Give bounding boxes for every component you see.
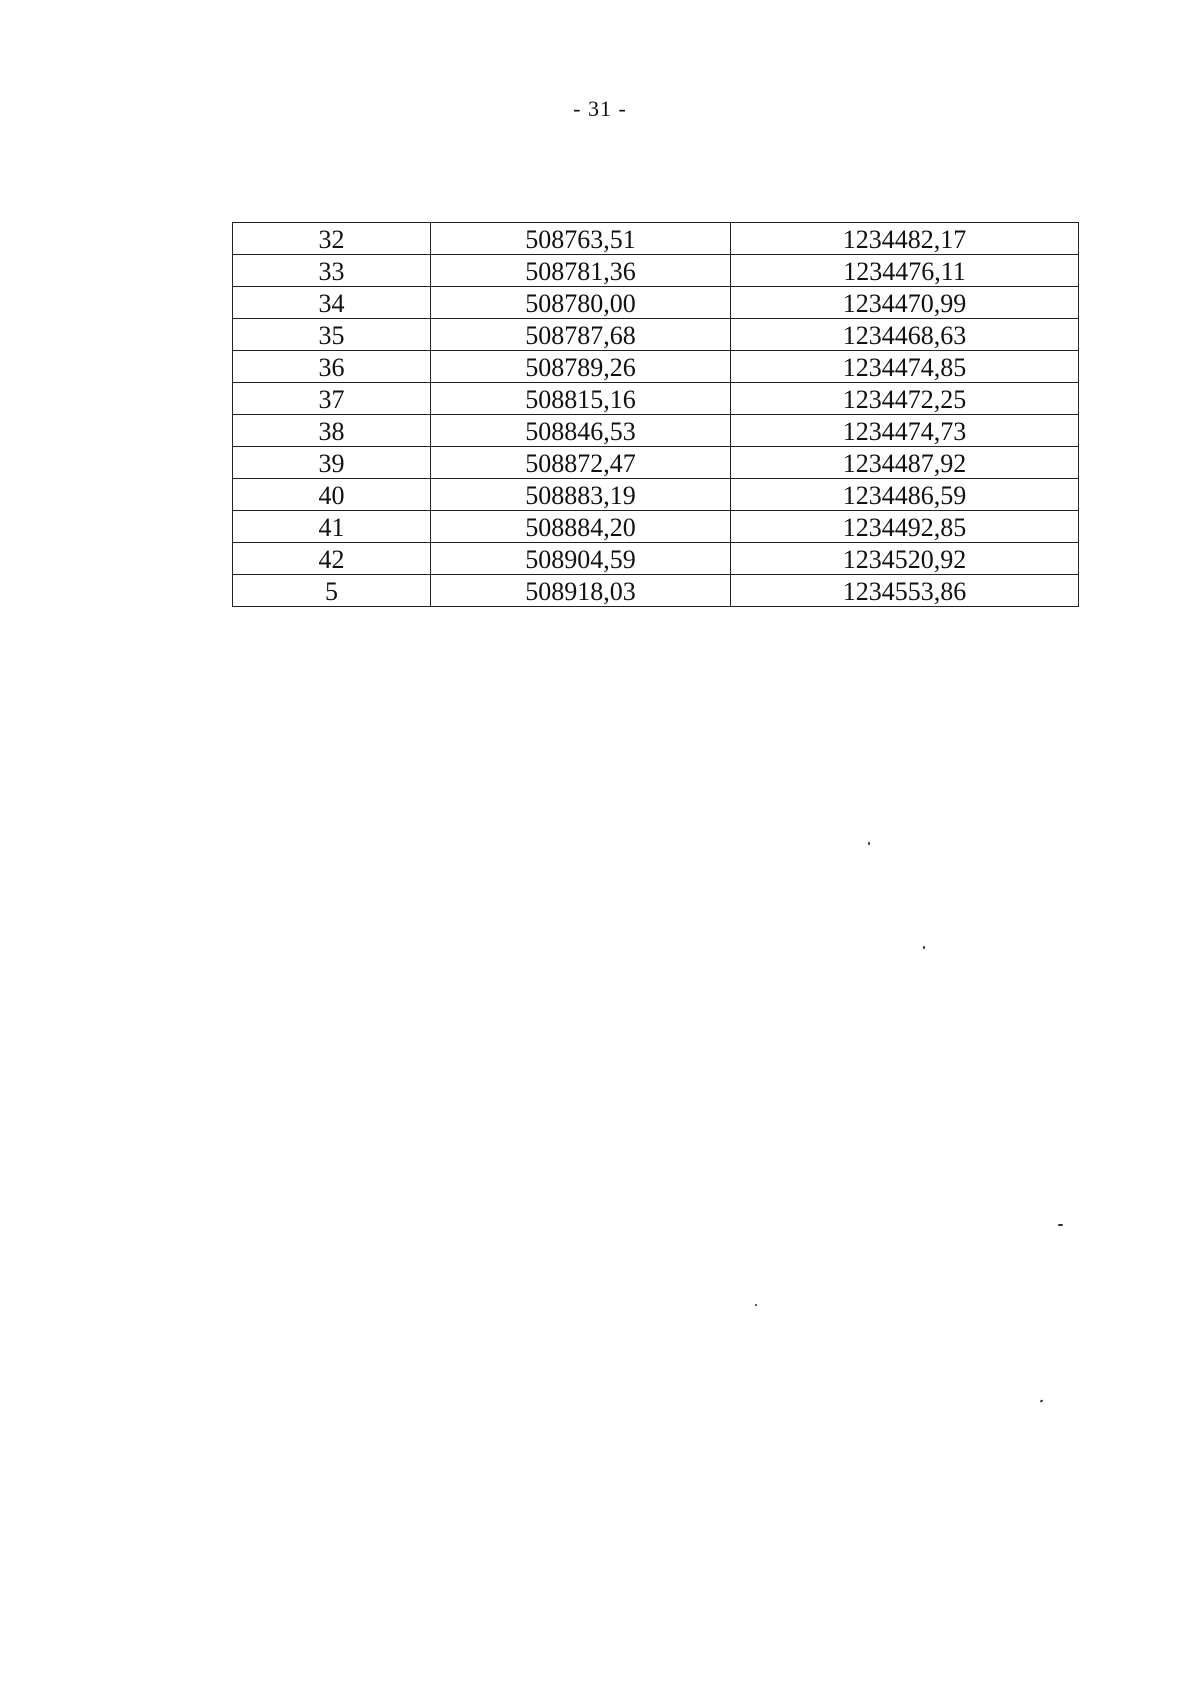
y-coordinate-cell: 1234520,92: [731, 543, 1079, 575]
scan-speck: [1040, 1399, 1044, 1402]
table-row: [233, 447, 1079, 479]
point-number-cell: 41: [233, 511, 431, 543]
scan-speck: [868, 842, 870, 845]
x-coordinate-cell: 508884,20: [431, 511, 731, 543]
scan-speck: [755, 1304, 757, 1306]
table-row: [233, 511, 1079, 543]
point-number-cell: 36: [233, 351, 431, 383]
point-number-cell: 37: [233, 383, 431, 415]
y-coordinate-cell: 1234492,85: [731, 511, 1079, 543]
y-coordinate-cell: 1234470,99: [731, 287, 1079, 319]
point-number-cell: 34: [233, 287, 431, 319]
x-coordinate-cell: 508789,26: [431, 351, 731, 383]
y-coordinate-cell: 1234487,92: [731, 447, 1079, 479]
x-coordinate-cell: 508815,16: [431, 383, 731, 415]
x-coordinate-cell: 508904,59: [431, 543, 731, 575]
y-coordinate-cell: 1234468,63: [731, 319, 1079, 351]
y-coordinate-cell: 1234476,11: [731, 255, 1079, 287]
x-coordinate-cell: 508846,53: [431, 415, 731, 447]
x-coordinate-cell: 508918,03: [431, 575, 731, 607]
point-number-cell: 38: [233, 415, 431, 447]
page-number: - 31 -: [573, 96, 627, 121]
table-row: [233, 479, 1079, 511]
point-number-cell: 33: [233, 255, 431, 287]
x-coordinate-cell: 508763,51: [431, 223, 731, 255]
point-number-cell: 40: [233, 479, 431, 511]
scan-speck: [923, 946, 925, 949]
y-coordinate-cell: 1234482,17: [731, 223, 1079, 255]
table-row: [233, 319, 1079, 351]
point-number-cell: 39: [233, 447, 431, 479]
y-coordinate-cell: 1234486,59: [731, 479, 1079, 511]
table-row: [233, 351, 1079, 383]
table-row: [233, 223, 1079, 255]
y-coordinate-cell: 1234472,25: [731, 383, 1079, 415]
x-coordinate-cell: 508781,36: [431, 255, 731, 287]
table-row: [233, 575, 1079, 607]
point-number-cell: 35: [233, 319, 431, 351]
point-number-cell: 5: [233, 575, 431, 607]
table-row: [233, 287, 1079, 319]
scan-speck: [1058, 1224, 1063, 1226]
x-coordinate-cell: 508787,68: [431, 319, 731, 351]
table-row: [233, 383, 1079, 415]
y-coordinate-cell: 1234474,73: [731, 415, 1079, 447]
table-row: [233, 255, 1079, 287]
x-coordinate-cell: 508883,19: [431, 479, 731, 511]
x-coordinate-cell: 508872,47: [431, 447, 731, 479]
point-number-cell: 42: [233, 543, 431, 575]
x-coordinate-cell: 508780,00: [431, 287, 731, 319]
table-row: [233, 543, 1079, 575]
table-row: [233, 415, 1079, 447]
y-coordinate-cell: 1234553,86: [731, 575, 1079, 607]
point-number-cell: 32: [233, 223, 431, 255]
coordinates-table: [232, 222, 1079, 607]
coordinates-table-body: [233, 223, 1079, 607]
y-coordinate-cell: 1234474,85: [731, 351, 1079, 383]
